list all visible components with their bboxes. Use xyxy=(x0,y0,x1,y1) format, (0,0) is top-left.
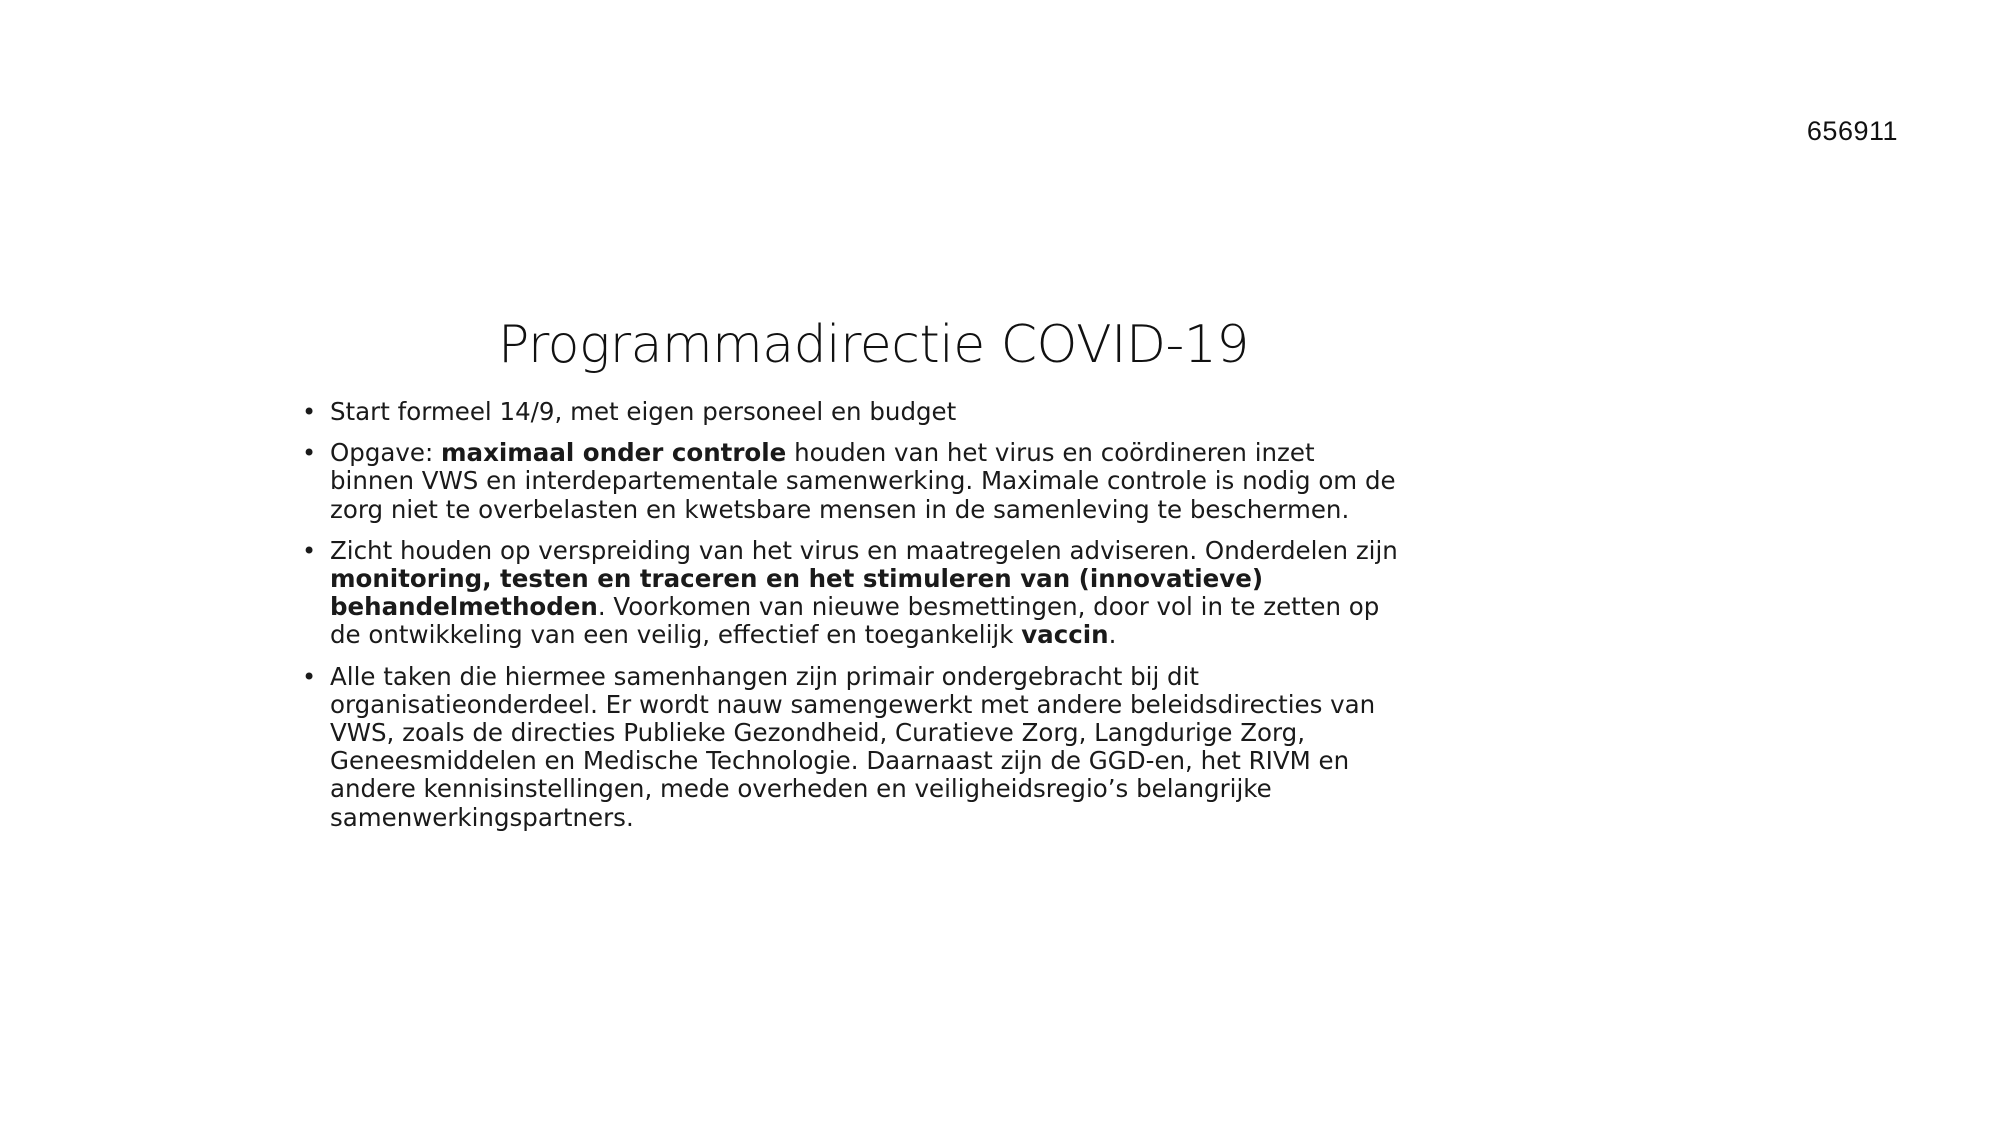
bullet-item xyxy=(302,398,1402,426)
bullet-dot-icon: • xyxy=(302,536,317,565)
bullet-bold-segment: vaccin xyxy=(1021,620,1109,650)
bullet-segment: . Voorkomen van nieuwe besmettingen, door vol in te zetten op de ontwikkeling van een veilig, effectief en toegankelijk xyxy=(330,592,1380,650)
bullet-segment: houden van het virus en coördineren inzet binnen VWS en interdepartementale samenwerking. Maximale controle is nodig om de zorg niet te overbelasten en kwetsbare mensen in de samenleving te beschermen. xyxy=(330,438,1396,524)
bullet-dot-icon: • xyxy=(302,439,317,468)
bullet-item xyxy=(302,439,1402,524)
document-number: 656911 xyxy=(1806,116,1898,146)
bullet-text xyxy=(330,397,956,426)
bullet-item xyxy=(302,663,1402,832)
bullet-list xyxy=(302,398,1402,845)
bullet-segment: Opgave: xyxy=(330,438,442,468)
bullet-segment: . xyxy=(1108,620,1117,650)
bullet-segment: Start formeel 14/9, met eigen personeel en budget xyxy=(330,397,957,426)
page-title: Programmadirectie COVID-19 xyxy=(498,314,1249,375)
bullet-segment: Alle taken die hiermee samenhangen zijn primair ondergebracht bij dit organisatieonderdeel. Er wordt nauw samengewerkt met andere beleidsdirecties van VWS, zoals de directies Publieke Gezondheid, Curatieve Zorg, Langdurige Zorg, Geneesmiddelen en Medische Technologie. Daarnaast zijn de GGD-en, het RIVM en andere kennisinstellingen, mede overheden en veiligheidsregio’s belangrijke samenwerkingspartners. xyxy=(330,661,1376,832)
bullet-text xyxy=(330,536,1398,650)
bullet-bold-segment: maximaal onder controle xyxy=(441,438,787,468)
bullet-bold-segment: monitoring, testen en traceren en het stimuleren van (innovatieve) behandelmethoden xyxy=(330,564,1264,622)
bullet-text xyxy=(330,662,1375,832)
bullet-dot-icon: • xyxy=(302,662,317,691)
bullet-dot-icon: • xyxy=(302,398,317,426)
bullet-item xyxy=(302,537,1402,650)
bullet-text xyxy=(330,438,1396,523)
bullet-segment: Zicht houden op verspreiding van het virus en maatregelen adviseren. Onderdelen zijn xyxy=(330,535,1398,565)
